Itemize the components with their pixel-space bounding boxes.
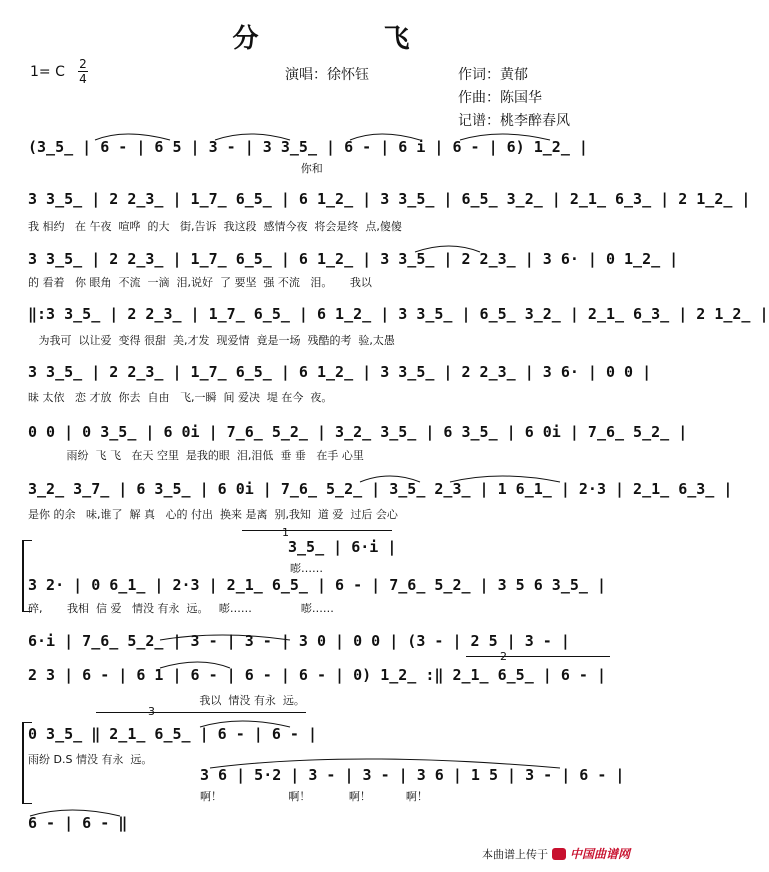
lyric-line-1: 你和 (28, 162, 323, 175)
singer: 演唱：徐怀钰 (285, 67, 369, 83)
score-line-1: (3̲5̲ | 6 - | 6 5 | 3 - | 3 3̲5̲ | 6 - | 6 i | 6 - | 6) 1̲2̲ | (28, 138, 588, 156)
site-logo-icon (552, 848, 566, 860)
score-line-13: 6 - | 6 - ‖ (28, 814, 128, 832)
lyric-line-6: 雨纷 飞 飞 在天 空里 是我的眼 泪,泪低 垂 垂 在手 心里 (28, 449, 364, 462)
score-line-12: 3 6 | 5·2 | 3 - | 3 - | 3 6 | 1 5 | 3 - | 6 - | (200, 766, 625, 784)
slur (160, 662, 230, 668)
lyric-line-12: 啊！ 啊！ 啊！ 啊！ (200, 790, 428, 803)
lyricist: 作词：黄郁 (458, 67, 528, 83)
slur (200, 721, 290, 727)
first-ending-notes: 3̲5̲ | 6·i | (288, 538, 397, 556)
score-line-2: 3 3̲5̲ | 2 2̲3̲ | 1̲7̲ 6̲5̲ | 6 1̲2̲ | 3 3̲5̲ | 6̲5̲ 3̲2̲ | 2̲1̲ 6̲3̲ | 2 1̲2̲ | (28, 190, 751, 208)
score-line-6: 0 0 | 0 3̲5̲ | 6 0i | 7̲6̲ 5̲2̲ | 3̲2̲ 3̲5̲ | 6 3̲5̲ | 6 0i | 7̲6̲ 5̲2̲ | (28, 423, 688, 441)
slur (210, 759, 560, 768)
lyric-line-11: 雨纷 D.S 情没 有永 远。 (28, 753, 153, 766)
slur (30, 810, 120, 816)
lyric-line-3: 的 看着 你 眼角 不流 一滴 泪,说好 了 要坚 强 不流 泪。 我以 (28, 276, 372, 289)
score-line-7: 3̲2̲ 3̲7̲ | 6 3̲5̲ | 6 0i | 7̲6̲ 5̲2̲ | 3̲5̲ 2̲3̲ | 1 6̲1̲ | 2·3 | 2̲1̲ 6̲3̲ | (28, 480, 733, 498)
slur (360, 476, 420, 482)
lyric-line-2: 我 相约 在 午夜 喧哗 的大 街,告诉 我这段 感情今夜 将会是终 点,傻傻 (28, 220, 402, 233)
score-line-9: 6·i | 7̲6̲ 5̲2̲ | 3 - | 3 - | 3 0 | 0 0 | (3 - | 2 5 | 3 - | (28, 632, 570, 650)
footer (482, 845, 630, 862)
slur (160, 635, 290, 640)
first-ending-lyric: 嘭…… (290, 562, 323, 575)
lyric-line-7: 是你 的余 味,谁了 解 真 心的 付出 换来 是离 别,我知 道 爱 过后 会心 (28, 508, 398, 521)
score-line-5: 3 3̲5̲ | 2 2̲3̲ | 1̲7̲ 6̲5̲ | 6 1̲2̲ | 3 3̲5̲ | 2 2̲3̲ | 3 6· | 0 0 | (28, 363, 652, 381)
slur (95, 134, 170, 140)
score-line-4: ‖:3 3̲5̲ | 2 2̲3̲ | 1̲7̲ 6̲5̲ | 6 1̲2̲ | 3 3̲5̲ | 6̲5̲ 3̲2̲ | 2̲1̲ 6̲3̲ | 2 1̲2̲ | (28, 305, 769, 323)
lyric-line-8: 碎, 我相 信 爱 情没 有永 远。 嘭…… 嘭…… (28, 602, 334, 615)
slur (460, 134, 550, 140)
key-signature: 1= C (30, 64, 65, 80)
lyric-line-4: 为我可 以让爱 变得 很甜 美,才发 现爱情 竟是一场 残酷的考 验,太愚 (28, 334, 395, 347)
page-title: 分 飞 (232, 24, 468, 54)
volta-1-number: 1 (282, 526, 289, 539)
slur (350, 134, 420, 140)
volta-3-number: 3 (148, 705, 155, 718)
footer-uploaded: 本曲谱上传于 (481, 847, 548, 861)
score-line-8: 3 2· | 0 6̲1̲ | 2·3 | 2̲1̲ 6̲5̲ | 6 - | 7̲6̲ 5̲2̲ | 3 5 6 3̲5̲ | (28, 576, 606, 594)
slur (215, 134, 290, 140)
lyric-line-10: 我以 情没 有永 远。 (28, 694, 305, 707)
transcriber: 记谱：桃李醉春风 (458, 113, 570, 129)
composer: 作曲：陈国华 (458, 90, 542, 106)
slur (450, 476, 560, 482)
time-sig-top: 2 (79, 57, 87, 71)
site-name[interactable]: 中国曲谱网 (569, 847, 630, 861)
score-line-10: 2 3 | 6 - | 6 1 | 6 - | 6 - | 6 - | 0) 1̲2̲ :‖ 2̲1̲ 6̲5̲ | 6 - | (28, 666, 606, 684)
slur (415, 246, 480, 252)
lyric-line-5: 昧 太依 恋 才放 你去 自由 飞,一瞬 间 爱决 堤 在今 夜。 (28, 391, 333, 404)
volta-2-number: 2 (500, 650, 507, 663)
score-line-3: 3 3̲5̲ | 2 2̲3̲ | 1̲7̲ 6̲5̲ | 6 1̲2̲ | 3 3̲5̲ | 2 2̲3̲ | 3 6· | 0 1̲2̲ | (28, 250, 679, 268)
time-sig-bottom: 4 (79, 72, 87, 86)
score-line-11: 0 3̲5̲ ‖ 2̲1̲ 6̲5̲ | 6 - | 6 - | (28, 725, 317, 743)
